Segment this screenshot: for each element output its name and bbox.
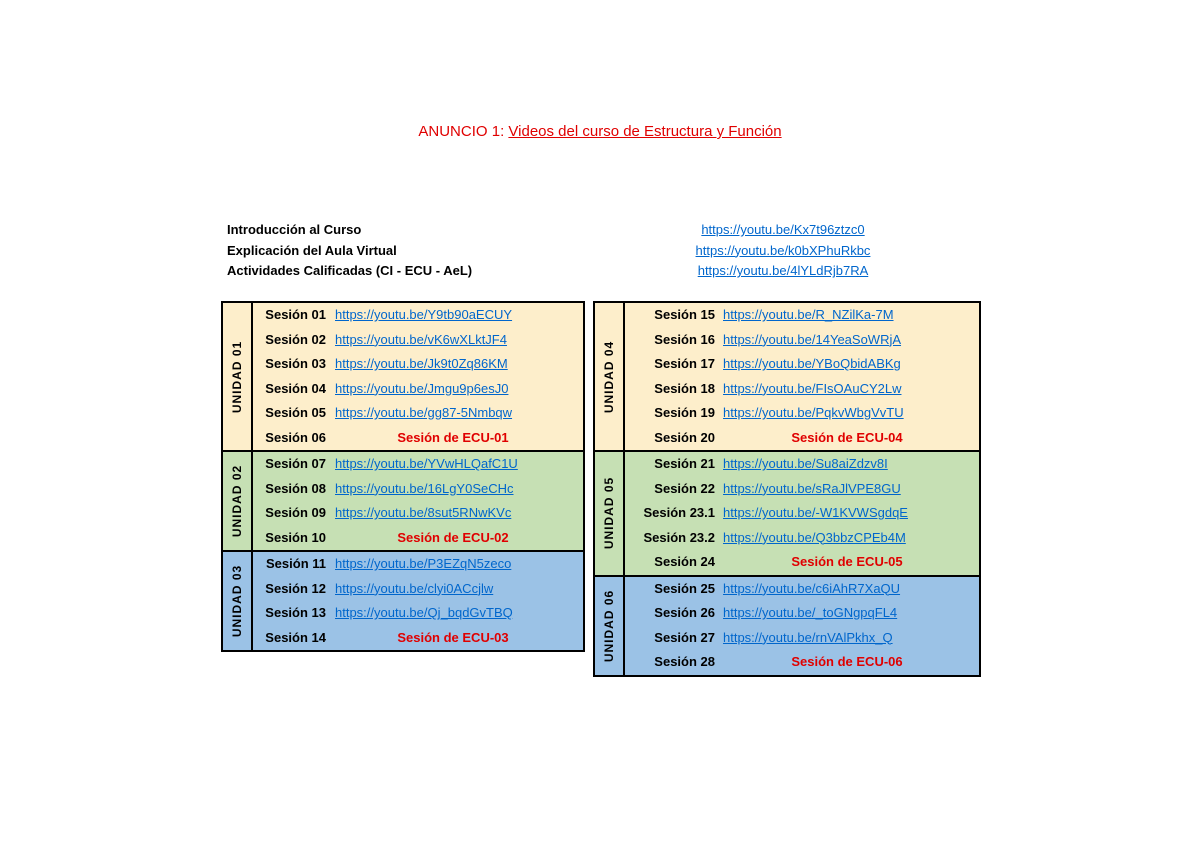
session-label: Sesión 10 xyxy=(265,529,326,545)
session-link[interactable]: https://youtu.be/Su8aiZdzv8I xyxy=(723,456,888,471)
unit-label: UNIDAD 05 xyxy=(602,477,616,550)
session-link[interactable]: https://youtu.be/FIsOAuCY2Lw xyxy=(723,380,902,396)
session-label: Sesión 26 xyxy=(654,605,715,620)
session-label: Sesión 06 xyxy=(265,429,326,445)
session-row xyxy=(223,328,583,353)
intro-link[interactable]: https://youtu.be/Kx7t96ztzc0 xyxy=(701,222,865,237)
session-row xyxy=(223,577,583,602)
left-sessions-table xyxy=(221,301,585,652)
unit-01-section xyxy=(223,303,583,452)
unit-04-section xyxy=(595,303,979,452)
session-row xyxy=(223,303,583,328)
session-link[interactable]: https://youtu.be/clyi0ACcjlw xyxy=(335,580,494,596)
session-label: Sesión 03 xyxy=(265,356,326,371)
intro-list xyxy=(227,222,927,284)
unit-label: UNIDAD 01 xyxy=(230,340,244,413)
session-link[interactable]: https://youtu.be/16LgY0SeCHc xyxy=(335,480,514,496)
session-label: Sesión 24 xyxy=(654,554,715,569)
session-label: Sesión 01 xyxy=(265,307,326,322)
unit-06-section xyxy=(595,577,979,675)
session-link[interactable]: https://youtu.be/Q3bbzCPEb4M xyxy=(723,529,906,545)
session-label: Sesión 23.2 xyxy=(643,529,715,545)
ecu-label: Sesión de ECU-02 xyxy=(397,529,509,545)
ecu-label: Sesión de ECU-03 xyxy=(397,629,509,645)
session-link[interactable]: https://youtu.be/8sut5RNwKVc xyxy=(335,505,512,520)
session-row xyxy=(595,577,979,602)
session-link[interactable]: https://youtu.be/YBoQbidABKg xyxy=(723,356,901,371)
session-row xyxy=(595,452,979,477)
ecu-row xyxy=(223,626,583,651)
intro-label: Introducción al Curso xyxy=(227,222,362,237)
intro-row xyxy=(227,243,927,264)
session-link[interactable]: https://youtu.be/Qj_bqdGvTBQ xyxy=(335,605,513,620)
session-row xyxy=(595,526,979,551)
title-prefix: ANUNCIO 1: xyxy=(418,123,509,140)
session-row xyxy=(223,452,583,477)
session-link[interactable]: https://youtu.be/c6iAhR7XaQU xyxy=(723,580,901,596)
intro-link[interactable]: https://youtu.be/4lYLdRjb7RA xyxy=(697,263,869,278)
title-link[interactable]: Videos del curso de Estructura y Función xyxy=(508,123,782,140)
session-label: Sesión 28 xyxy=(654,654,715,669)
session-label: Sesión 05 xyxy=(265,405,326,420)
session-row xyxy=(223,601,583,626)
session-row xyxy=(223,377,583,402)
unit-label: UNIDAD 04 xyxy=(602,340,616,413)
session-link[interactable]: https://youtu.be/PqkvWbgVvTU xyxy=(723,405,904,420)
session-label: Sesión 08 xyxy=(265,480,326,496)
ecu-label: Sesión de ECU-04 xyxy=(791,429,903,445)
session-row xyxy=(595,328,979,353)
session-link[interactable]: https://youtu.be/vK6wXLktJF4 xyxy=(335,331,507,347)
ecu-row xyxy=(223,426,583,451)
session-label: Sesión 14 xyxy=(265,629,326,645)
intro-row xyxy=(227,263,927,284)
page-title xyxy=(0,123,1200,140)
session-link[interactable]: https://youtu.be/-W1KVWSgdqE xyxy=(723,505,908,520)
unit-02-section xyxy=(223,452,583,552)
session-label: Sesión 16 xyxy=(654,331,715,347)
session-link[interactable]: https://youtu.be/_toGNgpqFL4 xyxy=(723,605,898,620)
session-link[interactable]: https://youtu.be/sRaJlVPE8GU xyxy=(723,480,901,496)
ecu-label: Sesión de ECU-01 xyxy=(397,429,509,445)
session-row xyxy=(223,501,583,526)
ecu-label: Sesión de ECU-06 xyxy=(791,654,903,669)
unit-label: UNIDAD 03 xyxy=(230,564,244,638)
session-label: Sesión 09 xyxy=(265,505,326,520)
ecu-label: Sesión de ECU-05 xyxy=(791,554,903,569)
right-sessions-table xyxy=(593,301,981,677)
session-row xyxy=(223,401,583,426)
session-link[interactable]: https://youtu.be/Jmgu9p6esJ0 xyxy=(335,380,509,396)
session-label: Sesión 13 xyxy=(265,605,326,620)
unit-label: UNIDAD 06 xyxy=(602,589,616,662)
ecu-row xyxy=(595,650,979,675)
session-link[interactable]: https://youtu.be/R_NZilKa-7M xyxy=(723,307,894,322)
session-label: Sesión 15 xyxy=(654,307,715,322)
session-link[interactable]: https://youtu.be/gg87-5Nmbqw xyxy=(335,405,513,420)
unit-label: UNIDAD 02 xyxy=(230,464,244,538)
intro-label: Actividades Calificadas (CI - ECU - AeL) xyxy=(227,263,473,278)
session-row xyxy=(223,552,583,577)
ecu-row xyxy=(595,550,979,575)
session-label: Sesión 25 xyxy=(654,580,715,596)
unit-03-section xyxy=(223,552,583,650)
session-link[interactable]: https://youtu.be/P3EZqN5zeco xyxy=(335,556,512,571)
session-label: Sesión 18 xyxy=(654,380,715,396)
intro-label: Explicación del Aula Virtual xyxy=(227,242,397,258)
session-row xyxy=(223,477,583,502)
session-row xyxy=(595,501,979,526)
session-label: Sesión 11 xyxy=(266,556,326,571)
session-label: Sesión 21 xyxy=(654,456,715,471)
session-row xyxy=(595,352,979,377)
session-row xyxy=(595,377,979,402)
session-row xyxy=(223,352,583,377)
session-link[interactable]: https://youtu.be/14YeaSoWRjA xyxy=(723,331,902,347)
session-label: Sesión 17 xyxy=(654,356,715,371)
session-label: Sesión 23.1 xyxy=(643,505,715,520)
session-row xyxy=(595,303,979,328)
session-link[interactable]: https://youtu.be/rnVAlPkhx_Q xyxy=(723,629,893,645)
intro-row xyxy=(227,222,927,243)
session-label: Sesión 07 xyxy=(265,456,326,471)
session-label: Sesión 19 xyxy=(654,405,715,420)
session-link[interactable]: https://youtu.be/Y9tb90aECUY xyxy=(335,307,513,322)
session-label: Sesión 12 xyxy=(265,580,326,596)
session-row xyxy=(595,601,979,626)
session-label: Sesión 20 xyxy=(654,429,715,445)
unit-05-section xyxy=(595,452,979,577)
session-row xyxy=(595,626,979,651)
session-link[interactable]: https://youtu.be/YVwHLQafC1U xyxy=(335,456,518,471)
session-row xyxy=(595,401,979,426)
ecu-row xyxy=(223,526,583,551)
ecu-row xyxy=(595,426,979,451)
session-label: Sesión 22 xyxy=(654,480,715,496)
intro-link[interactable]: https://youtu.be/k0bXPhuRkbc xyxy=(695,242,871,258)
session-label: Sesión 04 xyxy=(265,380,326,396)
session-link[interactable]: https://youtu.be/Jk9t0Zq86KM xyxy=(335,356,508,371)
session-label: Sesión 02 xyxy=(265,331,326,347)
session-row xyxy=(595,477,979,502)
session-label: Sesión 27 xyxy=(654,629,715,645)
